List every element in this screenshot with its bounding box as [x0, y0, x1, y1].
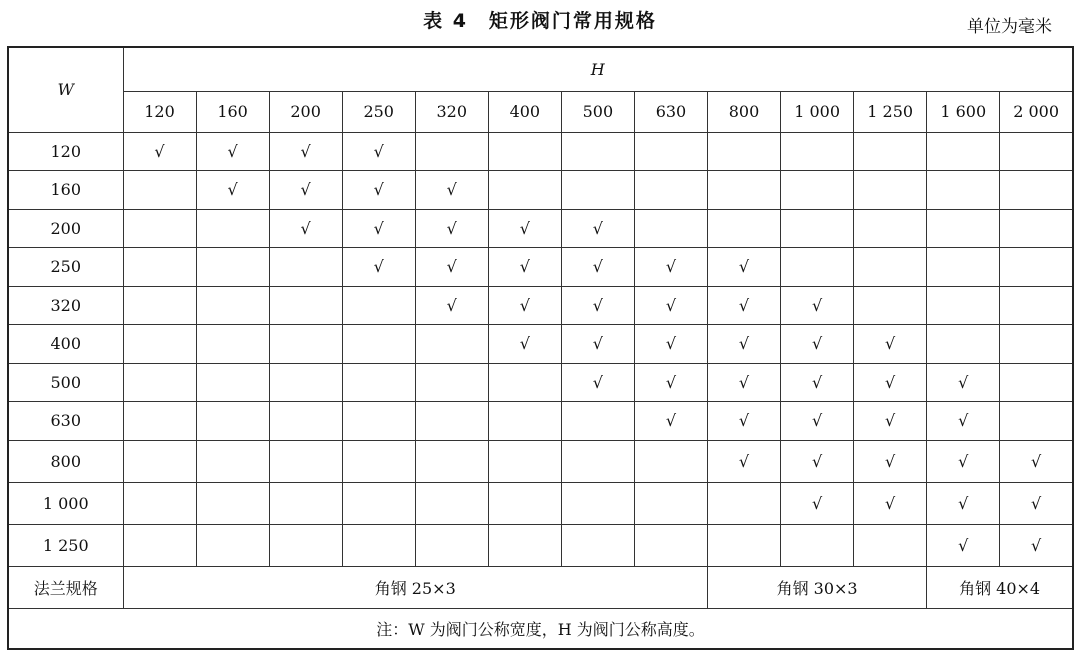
empty-cell	[415, 402, 488, 441]
table-title: 表 4 矩形阀门常用规格	[423, 10, 657, 32]
empty-cell	[561, 482, 634, 524]
table-row	[8, 325, 1073, 364]
h-value-cell: 500	[561, 91, 634, 132]
empty-cell	[927, 248, 1000, 287]
empty-cell	[708, 482, 781, 524]
check-mark-icon: √	[342, 171, 415, 210]
empty-cell	[854, 171, 927, 210]
check-mark-icon: √	[634, 325, 707, 364]
check-mark-icon: √	[927, 440, 1000, 482]
empty-cell	[561, 440, 634, 482]
flange-label: 法兰规格	[8, 566, 123, 608]
empty-cell	[269, 440, 342, 482]
empty-cell	[269, 524, 342, 566]
check-mark-icon: √	[708, 286, 781, 325]
check-mark-icon: √	[561, 286, 634, 325]
check-mark-icon: √	[634, 363, 707, 402]
empty-cell	[927, 209, 1000, 248]
w-value-cell: 120	[8, 132, 123, 171]
empty-cell	[1000, 209, 1073, 248]
empty-cell	[781, 524, 854, 566]
empty-cell	[854, 524, 927, 566]
empty-cell	[708, 132, 781, 171]
empty-cell	[488, 363, 561, 402]
h-value-cell: 320	[415, 91, 488, 132]
empty-cell	[634, 482, 707, 524]
table-row	[8, 248, 1073, 287]
valve-spec-table	[7, 46, 1074, 650]
empty-cell	[561, 402, 634, 441]
header-row-h-values	[8, 91, 1073, 132]
empty-cell	[708, 209, 781, 248]
empty-cell	[488, 132, 561, 171]
empty-cell	[196, 286, 269, 325]
check-mark-icon: √	[708, 440, 781, 482]
empty-cell	[123, 325, 196, 364]
empty-cell	[561, 132, 634, 171]
h-value-cell: 630	[634, 91, 707, 132]
table-row	[8, 363, 1073, 402]
empty-cell	[415, 325, 488, 364]
h-value-cell: 800	[708, 91, 781, 132]
check-mark-icon: √	[269, 132, 342, 171]
check-mark-icon: √	[196, 171, 269, 210]
empty-cell	[854, 248, 927, 287]
table-row	[8, 286, 1073, 325]
flange-row	[8, 566, 1073, 608]
h-value-cell: 120	[123, 91, 196, 132]
empty-cell	[708, 524, 781, 566]
empty-cell	[342, 402, 415, 441]
check-mark-icon: √	[708, 248, 781, 287]
h-value-cell: 1 600	[927, 91, 1000, 132]
check-mark-icon: √	[781, 325, 854, 364]
check-mark-icon: √	[342, 132, 415, 171]
check-mark-icon: √	[854, 440, 927, 482]
h-value-cell: 200	[269, 91, 342, 132]
empty-cell	[488, 171, 561, 210]
check-mark-icon: √	[927, 402, 1000, 441]
w-value-cell: 320	[8, 286, 123, 325]
check-mark-icon: √	[708, 325, 781, 364]
check-mark-icon: √	[488, 209, 561, 248]
empty-cell	[1000, 286, 1073, 325]
table-row	[8, 132, 1073, 171]
check-mark-icon: √	[854, 482, 927, 524]
check-mark-icon: √	[634, 402, 707, 441]
check-mark-icon: √	[781, 482, 854, 524]
empty-cell	[269, 325, 342, 364]
check-mark-icon: √	[561, 248, 634, 287]
w-value-cell: 200	[8, 209, 123, 248]
empty-cell	[123, 524, 196, 566]
empty-cell	[123, 286, 196, 325]
empty-cell	[1000, 325, 1073, 364]
check-mark-icon: √	[269, 171, 342, 210]
empty-cell	[342, 325, 415, 364]
empty-cell	[342, 524, 415, 566]
w-value-cell: 1 250	[8, 524, 123, 566]
empty-cell	[196, 440, 269, 482]
h-header: H	[123, 47, 1073, 91]
empty-cell	[781, 209, 854, 248]
check-mark-icon: √	[488, 248, 561, 287]
empty-cell	[854, 286, 927, 325]
w-value-cell: 160	[8, 171, 123, 210]
check-mark-icon: √	[854, 325, 927, 364]
note-row	[8, 608, 1073, 649]
check-mark-icon: √	[854, 402, 927, 441]
check-mark-icon: √	[415, 171, 488, 210]
empty-cell	[781, 132, 854, 171]
check-mark-icon: √	[561, 325, 634, 364]
header-row-h	[8, 47, 1073, 91]
empty-cell	[196, 209, 269, 248]
empty-cell	[196, 482, 269, 524]
check-mark-icon: √	[561, 363, 634, 402]
check-mark-icon: √	[488, 286, 561, 325]
w-value-cell: 250	[8, 248, 123, 287]
empty-cell	[342, 482, 415, 524]
empty-cell	[634, 440, 707, 482]
check-mark-icon: √	[415, 209, 488, 248]
empty-cell	[488, 482, 561, 524]
empty-cell	[561, 171, 634, 210]
table-row	[8, 209, 1073, 248]
check-mark-icon: √	[854, 363, 927, 402]
w-value-cell: 400	[8, 325, 123, 364]
empty-cell	[123, 482, 196, 524]
empty-cell	[342, 286, 415, 325]
h-value-cell: 160	[196, 91, 269, 132]
empty-cell	[269, 363, 342, 402]
w-header: W	[8, 47, 123, 132]
empty-cell	[634, 209, 707, 248]
h-value-cell: 1 250	[854, 91, 927, 132]
check-mark-icon: √	[415, 286, 488, 325]
check-mark-icon: √	[415, 248, 488, 287]
empty-cell	[196, 325, 269, 364]
empty-cell	[488, 524, 561, 566]
check-mark-icon: √	[781, 440, 854, 482]
check-mark-icon: √	[781, 402, 854, 441]
check-mark-icon: √	[781, 286, 854, 325]
check-mark-icon: √	[927, 482, 1000, 524]
empty-cell	[342, 440, 415, 482]
empty-cell	[415, 363, 488, 402]
empty-cell	[1000, 171, 1073, 210]
check-mark-icon: √	[1000, 482, 1073, 524]
check-mark-icon: √	[927, 363, 1000, 402]
table-note: 注：W 为阀门公称宽度，H 为阀门公称高度。	[8, 608, 1073, 649]
check-mark-icon: √	[342, 248, 415, 287]
empty-cell	[927, 325, 1000, 364]
empty-cell	[196, 363, 269, 402]
table-row	[8, 482, 1073, 524]
empty-cell	[123, 363, 196, 402]
empty-cell	[1000, 402, 1073, 441]
unit-label: 单位为毫米	[967, 17, 1052, 37]
h-value-cell: 2 000	[1000, 91, 1073, 132]
empty-cell	[342, 363, 415, 402]
empty-cell	[123, 209, 196, 248]
check-mark-icon: √	[488, 325, 561, 364]
empty-cell	[269, 248, 342, 287]
empty-cell	[854, 132, 927, 171]
empty-cell	[781, 171, 854, 210]
check-mark-icon: √	[342, 209, 415, 248]
check-mark-icon: √	[634, 248, 707, 287]
empty-cell	[488, 402, 561, 441]
empty-cell	[1000, 132, 1073, 171]
h-value-cell: 1 000	[781, 91, 854, 132]
h-value-cell: 250	[342, 91, 415, 132]
empty-cell	[269, 482, 342, 524]
check-mark-icon: √	[927, 524, 1000, 566]
empty-cell	[854, 209, 927, 248]
empty-cell	[196, 402, 269, 441]
empty-cell	[708, 171, 781, 210]
empty-cell	[123, 440, 196, 482]
empty-cell	[123, 248, 196, 287]
table-row	[8, 402, 1073, 441]
table-row	[8, 171, 1073, 210]
w-value-cell: 1 000	[8, 482, 123, 524]
check-mark-icon: √	[708, 363, 781, 402]
empty-cell	[927, 171, 1000, 210]
empty-cell	[1000, 248, 1073, 287]
empty-cell	[488, 440, 561, 482]
check-mark-icon: √	[561, 209, 634, 248]
empty-cell	[196, 524, 269, 566]
w-value-cell: 500	[8, 363, 123, 402]
empty-cell	[927, 286, 1000, 325]
empty-cell	[415, 482, 488, 524]
empty-cell	[634, 132, 707, 171]
flange-spec-cell: 角钢 40×4	[927, 566, 1073, 608]
check-mark-icon: √	[708, 402, 781, 441]
check-mark-icon: √	[269, 209, 342, 248]
w-value-cell: 800	[8, 440, 123, 482]
empty-cell	[123, 171, 196, 210]
check-mark-icon: √	[123, 132, 196, 171]
check-mark-icon: √	[781, 363, 854, 402]
check-mark-icon: √	[634, 286, 707, 325]
empty-cell	[634, 524, 707, 566]
check-mark-icon: √	[1000, 440, 1073, 482]
empty-cell	[634, 171, 707, 210]
flange-spec-cell: 角钢 30×3	[708, 566, 927, 608]
flange-spec-cell: 角钢 25×3	[123, 566, 708, 608]
empty-cell	[415, 524, 488, 566]
empty-cell	[415, 440, 488, 482]
empty-cell	[1000, 363, 1073, 402]
empty-cell	[123, 402, 196, 441]
w-value-cell: 630	[8, 402, 123, 441]
h-value-cell: 400	[488, 91, 561, 132]
table-row	[8, 440, 1073, 482]
empty-cell	[269, 402, 342, 441]
check-mark-icon: √	[1000, 524, 1073, 566]
empty-cell	[561, 524, 634, 566]
empty-cell	[196, 248, 269, 287]
check-mark-icon: √	[196, 132, 269, 171]
empty-cell	[781, 248, 854, 287]
empty-cell	[269, 286, 342, 325]
table-row	[8, 524, 1073, 566]
empty-cell	[927, 132, 1000, 171]
empty-cell	[415, 132, 488, 171]
